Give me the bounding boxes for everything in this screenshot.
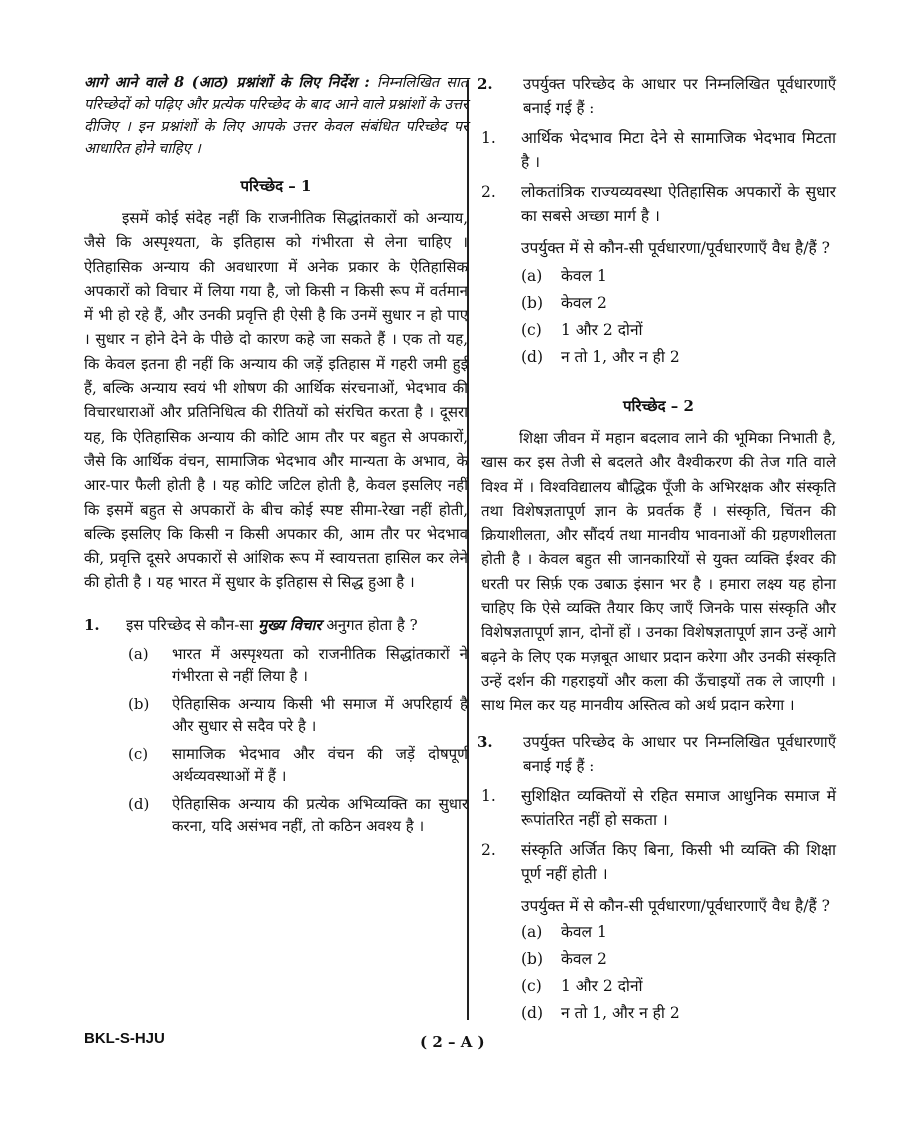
passage-2-heading: परिच्छेद – 2 [623, 397, 694, 415]
statement-text: संस्कृति अर्जित किए बिना, किसी भी व्यक्ति की शिक्षा पूर्ण नहीं होती । [521, 840, 836, 883]
question-1-option-c[interactable] [126, 743, 468, 787]
question-3-statement-2 [481, 838, 836, 886]
question-1-stem-pre: इस परिच्छेद से कौन-सा [126, 615, 259, 634]
option-text: भारत में अस्पृश्यता को राजनीतिक सिद्धांतकारों ने गंभीरता से नहीं लिया है । [172, 644, 468, 685]
question-2-choice-d[interactable] [521, 345, 836, 370]
question-2-choice-c[interactable] [521, 318, 836, 343]
option-label: (c) [128, 744, 149, 763]
question-3-choices [481, 920, 836, 1026]
choice-label: (c) [521, 321, 542, 339]
choice-text: केवल 2 [561, 949, 607, 968]
choice-text: न तो 1, और न ही 2 [561, 348, 680, 366]
option-label: (d) [128, 794, 150, 813]
question-2-choice-b[interactable] [521, 291, 836, 316]
question-2-choices [481, 264, 836, 370]
choice-label: (a) [521, 267, 543, 285]
choice-label: (d) [521, 1003, 544, 1022]
question-3-number: 3. [477, 732, 493, 751]
choice-text: केवल 1 [561, 267, 607, 285]
question-2-statement-2 [481, 180, 836, 228]
choice-label: (b) [521, 949, 544, 968]
question-2-stem: उपर्युक्त परिच्छेद के आधार पर निम्नलिखित पूर्वधारणाएँ बनाई गई हैं : [523, 75, 836, 117]
question-3-choice-b[interactable] [521, 947, 836, 972]
question-2-number: 2. [477, 75, 493, 93]
question-3-stem: उपर्युक्त परिच्छेद के आधार पर निम्नलिखित पूर्वधारणाएँ बनाई गई हैं : [523, 732, 836, 775]
statement-label: 1. [481, 786, 496, 805]
statement-text: आर्थिक भेदभाव मिटा देने से सामाजिक भेदभाव मिटता है । [521, 129, 836, 171]
question-2-choice-a[interactable] [521, 264, 836, 289]
instructions-text: निम्नलिखित सात परिच्छेदों को पढ़िए और प्रत्येक परिच्छेद के बाद आने वाले प्रश्नांशों के उत्तर दीजिए । इन प्रश्नांशों के लिए आपके उत्तर केवल संबंधित परिच्छेद पर आधारित होने चाहिए । [84, 75, 469, 157]
question-3-question: उपर्युक्त में से कौन-सी पूर्वधारणा/पूर्वधारणाएँ वैध है/हैं ? [521, 896, 830, 915]
question-3 [477, 730, 836, 778]
choice-text: न तो 1, और न ही 2 [561, 1003, 680, 1022]
option-text: सामाजिक भेदभाव और वंचन की जड़ें दोषपूर्ण अर्थव्यवस्थाओं में हैं । [172, 744, 468, 785]
instructions [84, 72, 468, 160]
question-2-statement-1 [481, 126, 836, 174]
page-number: ( 2 – A ) [420, 1033, 485, 1051]
question-1-option-d[interactable] [126, 793, 468, 837]
passage-1-heading: परिच्छेद – 1 [240, 177, 312, 195]
choice-label: (d) [521, 348, 544, 366]
question-3-statement-1 [481, 784, 836, 832]
booklet-code: BKL-S-HJU [84, 1030, 165, 1047]
passage-1-text: इसमें कोई संदेह नहीं कि राजनीतिक सिद्धांतकारों को अन्याय, जैसे कि अस्पृश्यता, के इतिहास को गंभीरता से लेना चाहिए । ऐतिहासिक अन्याय की अवधारणा में अनेक प्रकार के ऐतिहासिक अपकारों को विचार में लिया गया है, जो किसी न किसी रूप में वर्तमान में भी हो रहे हैं, और उनकी प्रवृत्ति ही ऐसी है कि उनमें सुधार न हो पाए । सुधार न होने देने के पीछे दो कारण कहे जा सकते हैं । एक तो यह, कि केवल इतना ही नहीं कि अन्याय की जड़ें इतिहास में गहरी जमी हुई हैं, बल्कि अन्याय स्वयं भी शोषण की आर्थिक संरचनाओं, भेदभाव की विचारधाराओं और प्रतिनिधित्व की रीतियों को संरचित करता है । दूसरा यह, कि ऐतिहासिक अन्याय की कोटि आम तौर पर बहुत से अपकारों, जैसे कि आर्थिक वंचन, सामाजिक भेदभाव और मान्यता के अभाव, के आर-पार फैली होती है । यह कोटि जटिल होती है, केवल इसलिए नहीं कि इसमें बहुत से अपकारों के बीच कोई स्पष्ट सीमा-रेखा नहीं होती, बल्कि इसलिए कि किसी न किसी अपकार की, आम तौर पर भेदभाव की, प्रवृत्ति दूसरे अपकारों से आंशिक रूप में स्वायत्तता हासिल कर लेने की होती है । यह भारत में सुधार के इतिहास से सिद्ध हुआ है । [84, 209, 468, 592]
question-1-number: 1. [84, 615, 100, 634]
right-column [477, 72, 836, 1026]
question-3-choice-c[interactable] [521, 974, 836, 999]
question-1-stem-emphasis: मुख्य विचार [258, 615, 322, 634]
question-1 [84, 613, 468, 837]
option-label: (b) [128, 694, 150, 713]
choice-text: 1 और 2 दोनों [561, 976, 643, 995]
statement-label: 2. [481, 840, 496, 859]
choice-text: केवल 2 [561, 294, 607, 312]
instructions-heading: आगे आने वाले 8 (आठ) प्रश्नांशों के लिए निर्देश : [84, 74, 370, 91]
statement-text: सुशिक्षित व्यक्तियों से रहित समाज आधुनिक समाज में रूपांतरित नहीं हो सकता । [521, 786, 836, 829]
question-3-choice-a[interactable] [521, 920, 836, 945]
question-1-stem-post: अनुगत होता है ? [321, 615, 418, 634]
choice-label: (a) [521, 922, 543, 941]
choice-text: केवल 1 [561, 922, 607, 941]
option-label: (a) [128, 644, 149, 663]
choice-text: 1 और 2 दोनों [561, 321, 643, 339]
statement-label: 1. [481, 129, 496, 147]
left-column [84, 72, 468, 837]
question-1-option-b[interactable] [126, 693, 468, 737]
choice-label: (b) [521, 294, 544, 312]
statement-text: लोकतांत्रिक राज्यव्यवस्था ऐतिहासिक अपकारों के सुधार का सबसे अच्छा मार्ग है । [521, 183, 836, 225]
passage-2-text: शिक्षा जीवन में महान बदलाव लाने की भूमिका निभाती है, खास कर इस तेजी से बदलते और वैश्वीकरण की तेज गति वाले विश्व में । विश्वविद्यालय बौद्धिक पूँजी के अभिरक्षक और संस्कृति तथा विशेषज्ञतापूर्ण ज्ञान के प्रवर्तक हैं । संस्कृति, चिंतन की क्रियाशीलता, और सौंदर्य तथा मानवीय भावनाओं की ग्रहणशीलता होती है । केवल बहुत सी जानकारियों से युक्त व्यक्ति ईश्वर की धरती पर सिर्फ़ एक उबाऊ इंसान भर है । हमारा लक्ष्य यह होना चाहिए कि ऐसे व्यक्ति तैयार किए जाएँ जिनके पास संस्कृति और विशेषज्ञतापूर्ण ज्ञान, दोनों हों । उनका विशेषज्ञतापूर्ण ज्ञान उन्हें आगे बढ़ने के लिए एक मज़बूत आधार प्रदान करेगा और उनकी संस्कृति उन्हें दर्शन की गहराइयों और कला की ऊँचाइयों तक ले जाएगी । साथ मिल कर यह मानवीय अस्तित्व को अर्थ प्रदान करेगा । [481, 429, 836, 715]
question-1-option-a[interactable] [126, 643, 468, 687]
statement-label: 2. [481, 183, 496, 201]
choice-label: (c) [521, 976, 542, 995]
question-2-question: उपर्युक्त में से कौन-सी पूर्वधारणा/पूर्वधारणाएँ वैध है/हैं ? [521, 239, 830, 257]
question-1-stem [126, 613, 468, 637]
question-2 [477, 72, 836, 120]
question-3-choice-d[interactable] [521, 1001, 836, 1026]
option-text: ऐतिहासिक अन्याय की प्रत्येक अभिव्यक्ति का सुधार करना, यदि असंभव नहीं, तो कठिन अवश्य है । [172, 794, 468, 835]
option-text: ऐतिहासिक अन्याय किसी भी समाज में अपरिहार्य है और सुधार से सदैव परे है । [172, 694, 468, 735]
